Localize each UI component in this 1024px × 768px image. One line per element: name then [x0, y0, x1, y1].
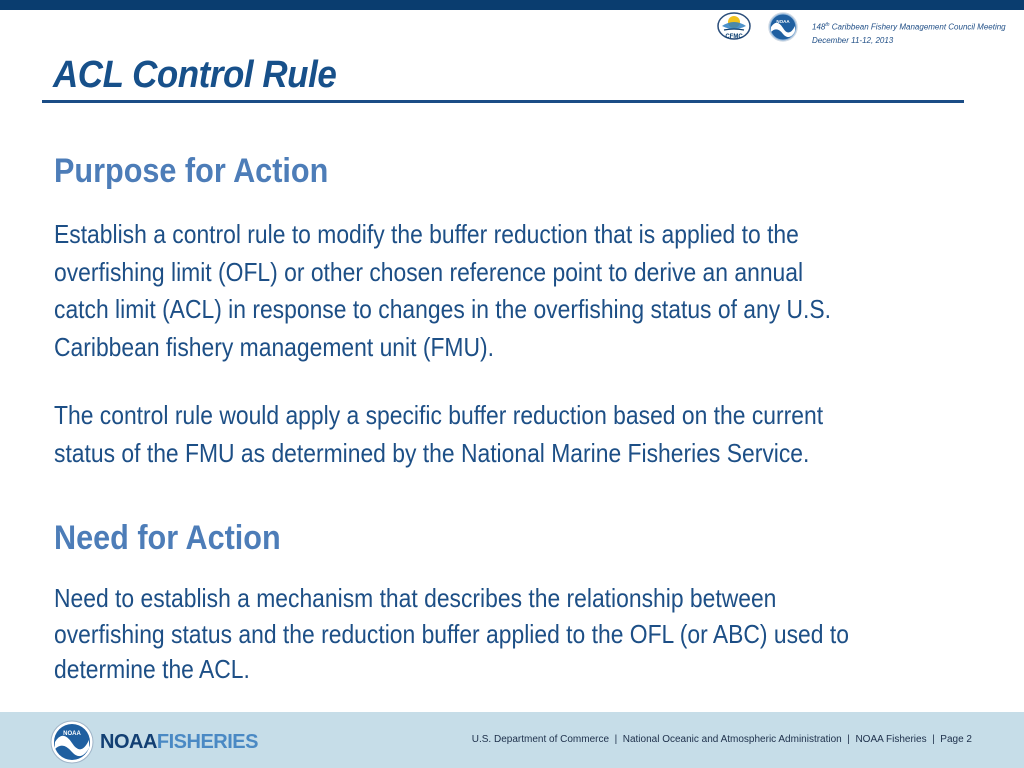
footer-bar — [0, 712, 1024, 768]
text-line: status of the FMU as determined by the National Marine Fisheries Service. — [54, 438, 810, 468]
purpose-paragraph-2 — [54, 396, 823, 472]
brand-noaa: NOAA — [100, 731, 157, 753]
top-bar — [0, 0, 1024, 10]
slide-title: ACL Control Rule — [53, 54, 337, 96]
purpose-heading: Purpose for Action — [54, 152, 329, 190]
text-line: determine the ACL. — [54, 654, 250, 684]
meeting-dates: December 11-12, 2013 — [812, 35, 894, 45]
brand-fisheries: FISHERIES — [156, 731, 258, 753]
text-line: The control rule would apply a specific buffer reduction based on the current — [54, 400, 824, 430]
text-line: overfishing status and the reduction buffer applied to the OFL (or ABC) used to — [54, 618, 849, 649]
need-heading: Need for Action — [54, 519, 281, 557]
text-line: Caribbean fishery management unit (FMU). — [54, 331, 494, 362]
meeting-name-line — [812, 19, 1017, 34]
footer-text: U.S. Department of Commerce | National Oceanic and Atmospheric Administration | NOAA Fisheries | Page 2 — [471, 734, 972, 745]
meeting-number: 148 — [812, 22, 826, 32]
meeting-number-suffix: th — [825, 22, 830, 28]
text-line: Need to establish a mechanism that describes the relationship between — [54, 583, 777, 613]
text-line: overfishing limit (OFL) or other chosen reference point to derive an annual — [54, 256, 804, 287]
cfmc-logo — [716, 12, 752, 42]
meeting-info — [812, 19, 1017, 47]
noaa-logo-label: NOAA — [776, 19, 790, 24]
noaa-emblem-icon — [50, 720, 94, 764]
footer-brand — [100, 731, 258, 754]
need-paragraph — [54, 581, 849, 688]
cfmc-logo-label: CFMC — [725, 34, 743, 40]
title-underline — [42, 100, 964, 103]
footer-logo-label: NOAA — [63, 731, 81, 737]
header-logos — [716, 12, 806, 46]
noaa-logo — [768, 12, 798, 42]
purpose-paragraph-1 — [54, 216, 831, 366]
meeting-name: Caribbean Fishery Management Council Meeting — [831, 22, 1006, 32]
text-line: catch limit (ACL) in response to changes in the overfishing status of any U.S. — [54, 294, 832, 324]
text-line: Establish a control rule to modify the buffer reduction that is applied to the — [54, 219, 799, 249]
